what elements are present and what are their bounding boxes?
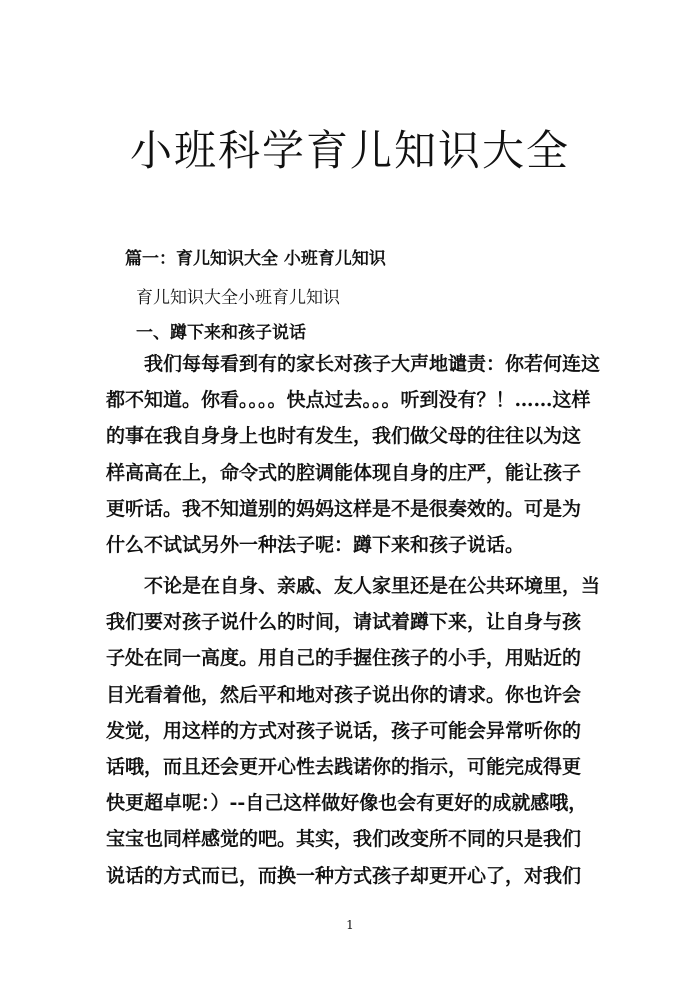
paragraph-line: 我们每每看到有的家长对孩子大声地谴责：你若何连这 [106,353,601,375]
paragraph-line: 宝宝也同样感觉的吧。其实，我们改变所不同的只是我们 [106,828,582,851]
paragraph-line: 话哦，而且还会更开心性去践诺你的指示，可能完成得更 [106,755,582,778]
chapter-heading: 篇一：育儿知识大全 小班育儿知识 [125,249,386,269]
paragraph-line: 的事在我自身身上也时有发生，我们做父母的往往以为这 [106,425,582,448]
paragraph-1 [106,346,606,563]
paragraph-line: 快更超卓呢：）--自己这样做好像也会有更好的成就感哦， [106,792,588,815]
paragraph-2 [106,568,606,894]
paragraph-line: 什么不试试另外一种法子呢：蹲下来和孩子说话。 [106,533,525,556]
page-number: 1 [346,918,354,932]
subtitle: 育儿知识大全小班育儿知识 [136,288,340,308]
paragraph-line: 更听话。我不知道别的妈妈这样是不是很奏效的。可是为 [106,497,582,520]
section-heading: 一、蹲下来和孩子说话 [136,323,306,343]
paragraph-line: 不论是在自身、亲戚、友人家里还是在公共环境里，当 [106,575,601,597]
paragraph-line: 目光看着他，然后平和地对孩子说出你的请求。你也许会 [106,683,582,706]
paragraph-line: 子处在同一高度。用自己的手握住孩子的小手，用贴近的 [106,647,582,670]
paragraph-line: 我们要对孩子说什么的时间，请试着蹲下来，让自身与孩 [106,611,582,634]
paragraph-line: 发觉，用这样的方式对孩子说话，孩子可能会异常听你的 [106,719,582,742]
paragraph-line: 都不知道。你看。。。。快点过去。。。听到没有？！……这样 [106,389,591,412]
paragraph-line: 样高高在上，命令式的腔调能体现自身的庄严，能让孩子 [106,461,582,484]
paragraph-line: 说话的方式而已，而换一种方式孩子却更开心了，对我们 [106,864,582,887]
page-title: 小班科学育儿知识大全 [129,126,570,175]
